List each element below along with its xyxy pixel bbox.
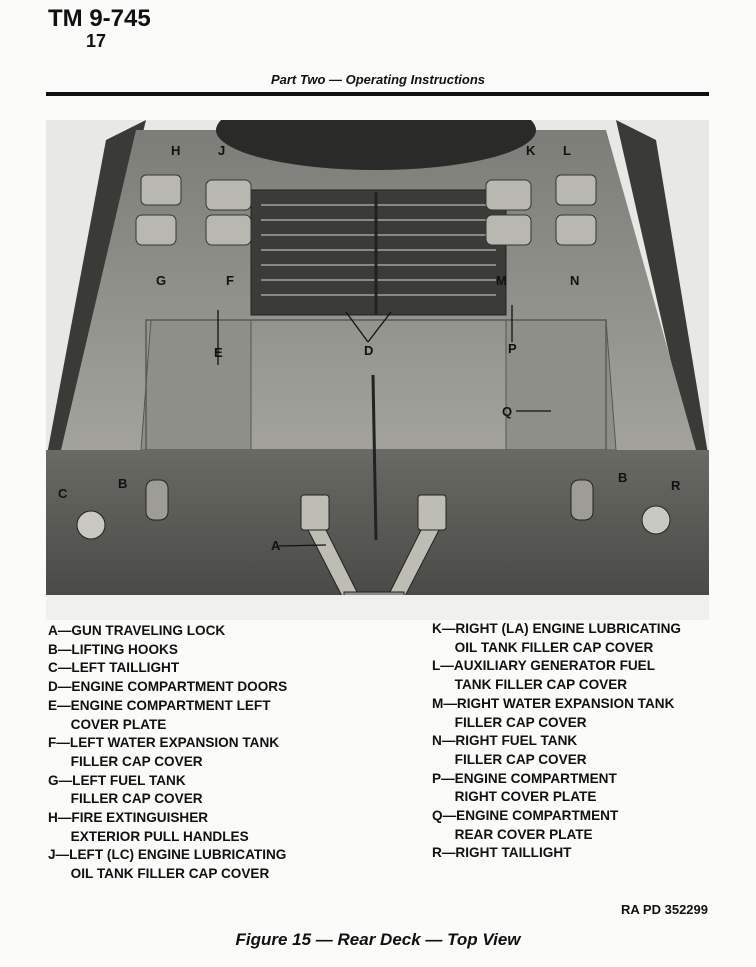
right-cover-plate (506, 320, 616, 450)
running-head: Part Two — Operating Instructions (270, 72, 486, 87)
legend-key: C— (48, 660, 72, 676)
legend-item (432, 620, 681, 657)
legend-item (48, 622, 287, 641)
rear-plate (46, 450, 709, 595)
legend-text: RIGHT WATER EXPANSION TANK FILLER CAP COVER (454, 695, 675, 730)
legend-text: ENGINE COMPARTMENT LEFT COVER PLATE (70, 697, 271, 732)
callout-b-left: B (118, 476, 128, 491)
legend-key: J— (48, 847, 70, 863)
legend-key: D— (48, 679, 72, 695)
legend-key: B— (48, 641, 72, 657)
legend-key: G— (48, 772, 73, 788)
legend-key: Q— (432, 808, 457, 824)
legend-key: N— (432, 733, 456, 749)
legend-key: P— (432, 770, 455, 786)
figure-caption: Figure 15 — Rear Deck — Top View (235, 930, 521, 949)
callout-r: R (671, 478, 681, 493)
callout-k: K (526, 143, 536, 158)
left-cover-plate (141, 320, 251, 450)
legend-text: LEFT (LC) ENGINE LUBRICATING OIL TANK FILLER CAP COVER (69, 847, 287, 882)
legend-item (48, 697, 287, 734)
legend-item (48, 641, 287, 660)
legend-item (48, 678, 287, 697)
legend-key: E— (48, 697, 71, 713)
callout-m: M (496, 273, 507, 288)
callout-d: D (364, 343, 374, 358)
legend-right (432, 620, 681, 863)
legend-text: LEFT WATER EXPANSION TANK FILLER CAP COVER (69, 735, 280, 769)
legend-text: AUXILIARY GENERATOR FUEL TANK FILLER CAP COVER (453, 658, 656, 693)
legend-text: RIGHT FUEL TANK FILLER CAP COVER (454, 733, 587, 767)
legend-item (432, 807, 681, 844)
legend-item (432, 657, 681, 694)
callout-h: H (171, 143, 181, 158)
legend-text: RIGHT (LA) ENGINE LUBRICATING OIL TANK FILLER CAP COVER (454, 621, 681, 655)
legend-key: L— (432, 658, 454, 674)
callout-p: P (508, 341, 517, 356)
callout-c: C (58, 486, 68, 501)
legend-text: ENGINE COMPARTMENT RIGHT COVER PLATE (454, 770, 617, 805)
legend-item (48, 772, 287, 809)
engine-grille (251, 190, 506, 315)
legend-key: M— (432, 695, 457, 711)
legend-text: ENGINE COMPARTMENT REAR COVER PLATE (454, 808, 619, 842)
page-number: 17 (86, 31, 107, 51)
legend-key: A— (48, 623, 72, 638)
legend-text: LIFTING HOOKS (71, 641, 178, 657)
callout-e: E (214, 345, 223, 360)
legend-left (48, 622, 287, 884)
legend-key: K— (432, 621, 456, 636)
legend-item (48, 734, 287, 771)
callout-g: G (156, 273, 167, 288)
callout-b-right: B (618, 470, 628, 485)
callout-f: F (226, 273, 234, 288)
callout-l: L (563, 143, 571, 158)
callout-q: Q (502, 404, 513, 419)
legend-item (432, 732, 681, 769)
legend-item (48, 809, 287, 846)
callout-j: J (218, 143, 226, 158)
legend-text: LEFT FUEL TANK FILLER CAP COVER (70, 772, 203, 807)
tm-number (48, 5, 151, 52)
legend-text: RIGHT TAILLIGHT (455, 845, 572, 861)
legend-item (432, 844, 681, 863)
header-rule (46, 92, 709, 96)
legend-item (48, 846, 287, 883)
tm-label: TM 9-745 (48, 5, 151, 32)
rear-deck-photo (46, 120, 709, 620)
legend-item (432, 770, 681, 807)
ra-number: RA PD 352299 (621, 902, 708, 917)
legend-text: ENGINE COMPARTMENT DOORS (71, 679, 288, 695)
legend-item (48, 659, 287, 678)
legend-key: H— (48, 810, 72, 826)
legend-text: LEFT TAILLIGHT (71, 660, 180, 676)
callout-a: A (271, 538, 281, 553)
legend-item (432, 695, 681, 732)
legend-key: F— (48, 735, 70, 751)
legend-key: R— (432, 845, 456, 861)
legend-text: GUN TRAVELING LOCK (71, 623, 226, 638)
callout-n: N (570, 273, 580, 288)
legend-text: FIRE EXTINGUISHER EXTERIOR PULL HANDLES (70, 810, 249, 844)
